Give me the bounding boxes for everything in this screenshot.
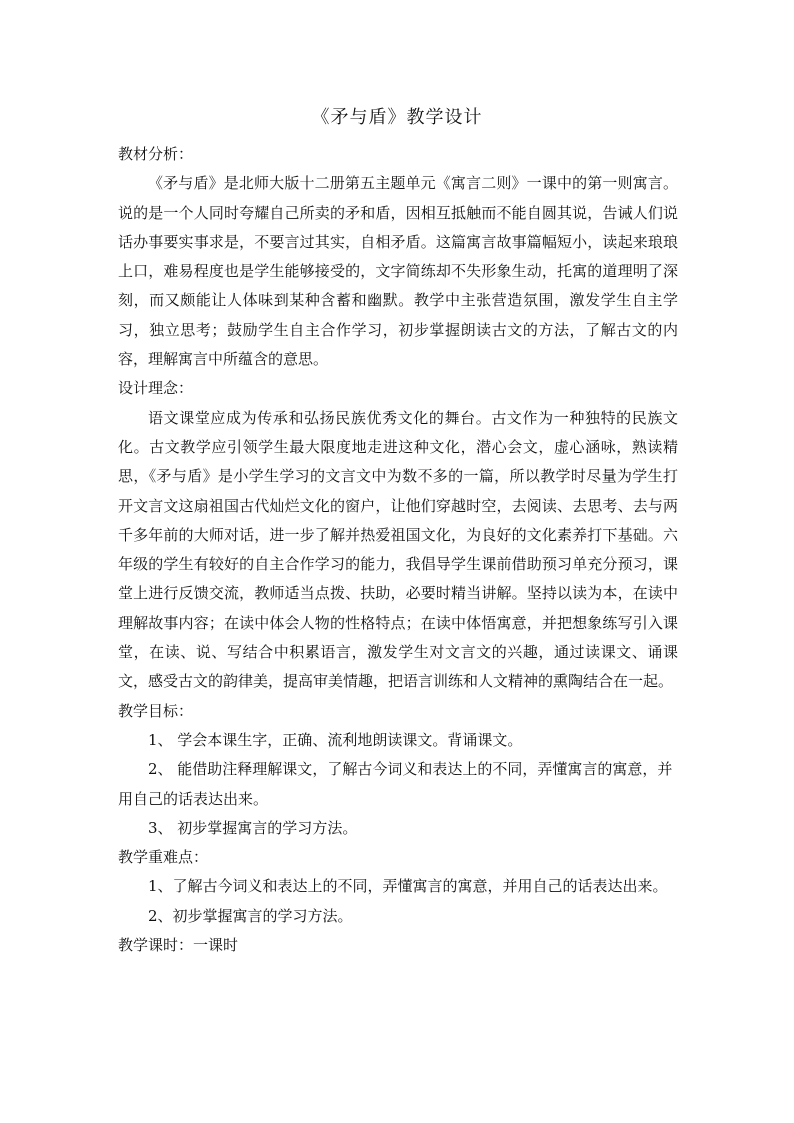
- teaching-goal-item: 3、 初步掌握寓言的学习方法。: [148, 818, 358, 837]
- section-heading-class-hours: 教学课时：一课时: [118, 936, 239, 955]
- key-difficulty-item: 1、了解古今词义和表达上的不同，弄懂寓言的寓意，并用自己的话表达出来。: [148, 877, 668, 896]
- section-heading-teaching-goals: 教学目标：: [118, 701, 194, 720]
- section-heading-key-difficulties: 教学重难点：: [118, 848, 209, 867]
- document-body: [118, 140, 678, 960]
- section-heading-material-analysis: 教材分析：: [118, 145, 194, 163]
- material-analysis-paragraph: 《矛与盾》是北师大版十二册第五主题单元《寓言二则》一课中的第一则寓言。说的是一个人同时夸耀自己所卖的矛和盾，因相互抵触而不能自圆其说，告诫人们说话办事要实事求是，不要言过其实，自相矛盾。这篇寓言故事篇幅短小，读起来琅琅上口，难易程度也是学生能够接受的，文字简练却不失形象生动，托寓的道理明了深刻，而又颇能让人体味到某种含蓄和幽默。教学中主张营造氛围，激发学生自主学习，独立思考；鼓励学生自主合作学习，初步掌握朗读古文的方法，了解古文的内容，理解寓言中所蕴含的意思。: [118, 174, 678, 369]
- teaching-goal-item: 1、 学会本课生字，正确、流利地朗读课文。背诵课文。: [148, 730, 523, 749]
- teaching-goal-item: 2、 能借助注释理解课文，了解古今词义和表达上的不同，弄懂寓言的寓意，并用自己的话表达出来。: [118, 760, 673, 808]
- key-difficulty-item: 2、初步掌握寓言的学习方法。: [148, 906, 353, 925]
- section-heading-design-concept: 设计理念：: [118, 379, 194, 398]
- page-title: 《矛与盾》教学设计: [311, 107, 483, 128]
- design-concept-paragraph: 语文课堂应成为传承和弘扬民族优秀文化的舞台。古文作为一种独特的民族文化。古文教学应引领学生最大限度地走进这种文化，潜心会文，虚心涵咏，熟读精思，《矛与盾》是小学生学习的文言文中为数不多的一篇，所以教学时尽量为学生打开文言文这扇祖国古代灿烂文化的窗户，让他们穿越时空，去阅读、去思考、去与两千多年前的大师对话，进一步了解并热爱祖国文化，为良好的文化素养打下基础。六年级的学生有较好的自主合作学习的能力，我倡导学生课前借助预习单充分预习，课堂上进行反馈交流，教师适当点拨、扶助，必要时精当讲解。坚持以读为本，在读中理解故事内容；在读中体会人物的性格特点；在读中体悟寓意，并把想象练写引入课堂，在读、说、写结合中积累语言，激发学生对文言文的兴趣，通过读课文、诵课文，感受古文的韵律美，提高审美情趣，把语言训练和人文精神的熏陶结合在一起。: [118, 408, 678, 691]
